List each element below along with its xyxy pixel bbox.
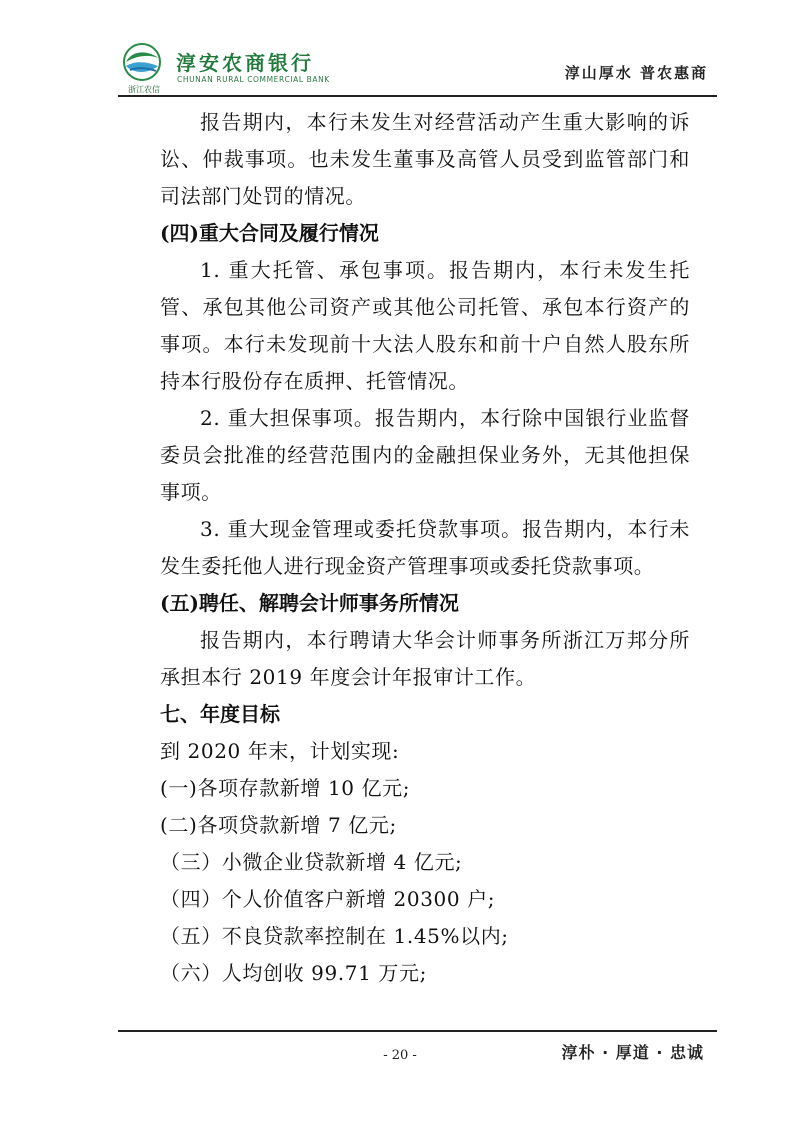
page-number: - 20 - [383,1048,417,1063]
target-item: （五）不良贷款率控制在 1.45%以内; [160,924,509,948]
section-heading-annual-targets: 七、年度目标 [160,702,280,726]
paragraph-litigation: 报告期内，本行未发生对经营活动产生重大影响的诉讼、仲裁事项。也未发生董事及高管人员受到监管部门和司法部门处罚的情况。 [160,110,690,208]
paragraph-plan-intro: 到 2020 年末，计划实现: [160,739,400,763]
target-item: （六）人均创收 99.71 万元; [160,961,427,985]
target-item: (二)各项贷款新增 7 亿元; [160,813,397,837]
paragraph-cash-management: 3. 重大现金管理或委托贷款事项。报告期内，本行未发生委托他人进行现金资产管理事项或委托贷款事项。 [160,517,690,578]
target-item: （三）小微企业贷款新增 4 亿元; [160,850,463,874]
paragraph-guarantee: 2. 重大担保事项。报告期内，本行除中国银行业监督委员会批准的经营范围内的金融担保业务外，无其他担保事项。 [160,406,690,504]
section-heading-contracts: (四)重大合同及履行情况 [160,221,379,245]
footer-motto: 淳朴 · 厚道 · 忠诚 [561,1043,704,1062]
logo-subtitle: 浙江农信 [128,85,160,94]
section-heading-accountant: (五)聘任、解聘会计师事务所情况 [160,591,459,615]
document-body [160,104,690,992]
page-header [0,0,800,100]
paragraph-auditor: 报告期内，本行聘请大华会计师事务所浙江万邦分所承担本行 2019 年度会计年报审计工作。 [160,628,690,689]
bank-logo-icon [118,40,166,88]
target-item: (一)各项存款新增 10 亿元; [160,776,411,800]
header-divider [118,95,717,97]
header-slogan: 淳山厚水 普农惠商 [564,64,708,82]
bank-name: 淳安农商银行 [176,51,314,75]
footer-divider [118,1030,717,1032]
bank-name-english: CHUNAN RURAL COMMERCIAL BANK [177,75,330,84]
target-item: （四）个人价值客户新增 20300 户; [160,887,496,911]
paragraph-custody: 1. 重大托管、承包事项。报告期内，本行未发生托管、承包其他公司资产或其他公司托管、承包本行资产的事项。本行未发现前十大法人股东和前十户自然人股东所持本行股份存在质押、托管情况。 [160,258,690,393]
